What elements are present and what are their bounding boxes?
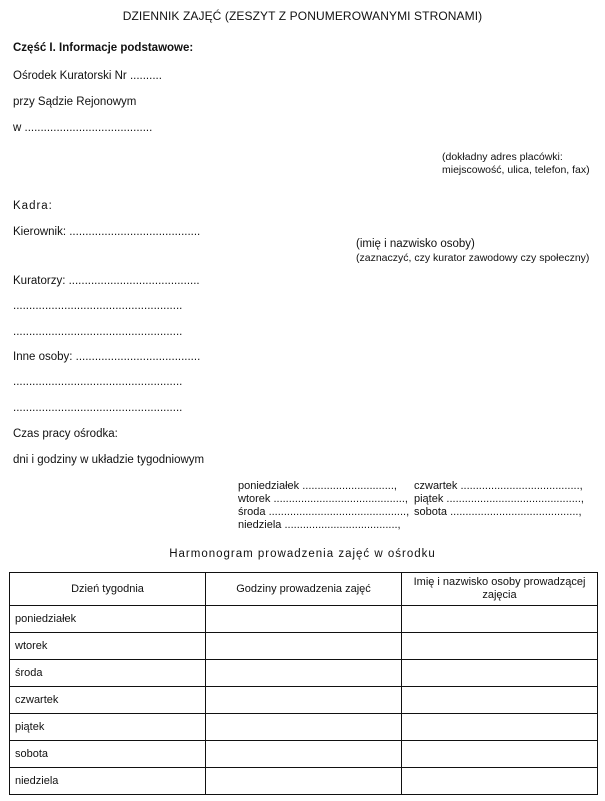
day-entry: wtorek ..........................................., bbox=[238, 493, 408, 505]
table-row bbox=[10, 687, 598, 714]
kierownik-line: Kierownik: ......................................... bbox=[13, 226, 201, 238]
dots-line: ..................................................... bbox=[13, 376, 183, 388]
sad-line: przy Sądzie Rejonowym bbox=[13, 96, 137, 108]
harmonogram-table bbox=[9, 572, 598, 795]
dots-line: ..................................................... bbox=[13, 402, 183, 414]
kuratorzy-line: Kuratorzy: ......................................... bbox=[13, 275, 200, 287]
person-cell bbox=[402, 606, 598, 633]
hours-cell bbox=[206, 606, 402, 633]
day-cell: sobota bbox=[10, 741, 206, 768]
hours-cell bbox=[206, 714, 402, 741]
day-entry: środa ............................................., bbox=[238, 506, 410, 518]
day-cell: środa bbox=[10, 660, 206, 687]
table-row bbox=[10, 660, 598, 687]
address-note: (dokładny adres placówki: bbox=[442, 151, 563, 163]
table-row bbox=[10, 768, 598, 795]
curator-type-note: (zaznaczyć, czy kurator zawodowy czy społeczny) bbox=[356, 252, 590, 264]
header-hours: Godziny prowadzenia zajęć bbox=[206, 573, 402, 606]
osrodek-line: Ośrodek Kuratorski Nr .......... bbox=[13, 70, 162, 82]
day-cell: piątek bbox=[10, 714, 206, 741]
day-entry: poniedziałek .............................., bbox=[238, 480, 397, 492]
kadra-label: Kadra: bbox=[13, 200, 53, 212]
day-entry: piątek ............................................, bbox=[414, 493, 584, 505]
name-note: (imię i nazwisko osoby) bbox=[356, 238, 475, 250]
day-cell: czwartek bbox=[10, 687, 206, 714]
hours-cell bbox=[206, 741, 402, 768]
weekly-row bbox=[238, 506, 584, 519]
inne-osoby-line: Inne osoby: ....................................... bbox=[13, 351, 201, 363]
weekly-hours bbox=[238, 480, 584, 532]
hours-cell bbox=[206, 687, 402, 714]
hours-cell bbox=[206, 768, 402, 795]
hours-cell bbox=[206, 660, 402, 687]
table-header-row bbox=[10, 573, 598, 606]
header-day: Dzień tygodnia bbox=[10, 573, 206, 606]
person-cell bbox=[402, 714, 598, 741]
table-row bbox=[10, 714, 598, 741]
day-entry: niedziela ....................................., bbox=[238, 519, 401, 531]
day-cell: wtorek bbox=[10, 633, 206, 660]
person-cell bbox=[402, 687, 598, 714]
table-row bbox=[10, 606, 598, 633]
document-title: DZIENNIK ZAJĘĆ (ZESZYT Z PONUMEROWANYMI STRONAMI) bbox=[122, 9, 483, 23]
person-cell bbox=[402, 633, 598, 660]
day-entry bbox=[414, 519, 584, 532]
weekly-row bbox=[238, 480, 584, 493]
day-entry: czwartek ......................................., bbox=[414, 480, 583, 492]
czas-pracy-sub: dni i godziny w układzie tygodniowym bbox=[13, 454, 205, 466]
header-person: Imię i nazwisko osoby prowadzącej zajęcia bbox=[402, 573, 598, 606]
harmonogram-title: Harmonogram prowadzenia zajęć w ośrodku bbox=[169, 548, 436, 560]
day-entry: sobota .........................................., bbox=[414, 506, 582, 518]
section-heading: Część I. Informacje podstawowe: bbox=[13, 42, 194, 54]
table-row bbox=[10, 633, 598, 660]
city-line: w ........................................ bbox=[13, 122, 153, 134]
hours-cell bbox=[206, 633, 402, 660]
person-cell bbox=[402, 660, 598, 687]
dots-line: ..................................................... bbox=[13, 326, 183, 338]
table-row bbox=[10, 741, 598, 768]
dots-line: ..................................................... bbox=[13, 300, 183, 312]
person-cell bbox=[402, 768, 598, 795]
person-cell bbox=[402, 741, 598, 768]
czas-pracy-label: Czas pracy ośrodka: bbox=[13, 428, 118, 440]
weekly-row bbox=[238, 493, 584, 506]
day-cell: niedziela bbox=[10, 768, 206, 795]
day-cell: poniedziałek bbox=[10, 606, 206, 633]
address-note-2: miejscowość, ulica, telefon, fax) bbox=[442, 164, 590, 176]
weekly-row bbox=[238, 519, 584, 532]
